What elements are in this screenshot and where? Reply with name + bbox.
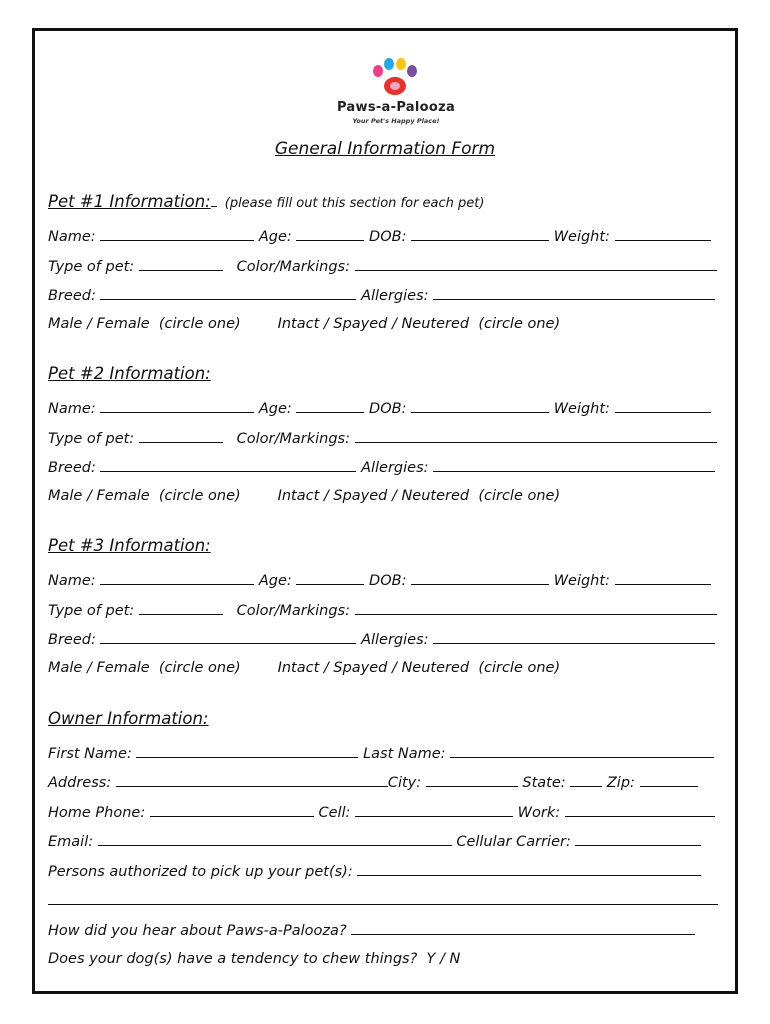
pet1-color-field[interactable] xyxy=(355,256,717,271)
owner-row-phones xyxy=(48,802,715,822)
pet2-heading: Pet #2 Information: xyxy=(48,364,211,383)
pet2-weight-label: Weight: xyxy=(553,401,610,417)
pet1-status-options[interactable]: Intact / Spayed / Neutered xyxy=(277,316,470,332)
pet1-age-field[interactable] xyxy=(296,226,364,241)
pet1-allergies-field[interactable] xyxy=(433,285,715,300)
pet3-row-breed xyxy=(48,629,715,649)
pet1-status-hint: (circle one) xyxy=(478,316,561,332)
owner-row-address xyxy=(48,772,698,792)
pet3-row-name xyxy=(48,570,711,590)
cell-field[interactable] xyxy=(355,802,513,817)
carrier-label: Cellular Carrier: xyxy=(456,834,571,850)
pet1-dob-field[interactable] xyxy=(411,226,549,241)
pet3-breed-label: Breed: xyxy=(48,632,96,648)
pet1-breed-field[interactable] xyxy=(100,285,356,300)
pet2-dob-label: DOB: xyxy=(369,401,407,417)
logo xyxy=(326,56,466,126)
pet1-age-label: Age: xyxy=(258,229,292,245)
pet1-dob-label: DOB: xyxy=(369,229,407,245)
pet1-weight-field[interactable] xyxy=(615,226,711,241)
pet3-weight-label: Weight: xyxy=(553,573,610,589)
authorized-field-line2[interactable] xyxy=(48,890,718,905)
email-field[interactable] xyxy=(98,831,452,846)
pet1-row-name xyxy=(48,226,711,246)
paw-toe-yellow xyxy=(396,58,406,70)
owner-row-authorized xyxy=(48,861,701,881)
pet2-status-options[interactable]: Intact / Spayed / Neutered xyxy=(277,488,470,504)
pet1-sex-hint: (circle one) xyxy=(158,316,241,332)
pet3-sex-hint: (circle one) xyxy=(158,660,241,676)
owner-row-authorized-cont xyxy=(48,890,718,910)
pet2-status-hint: (circle one) xyxy=(478,488,561,504)
hear-about-label: How did you hear about Paws-a-Palooza? xyxy=(48,923,347,939)
city-label: City: xyxy=(387,775,422,791)
pet3-row-sex xyxy=(48,659,560,677)
pet3-name-field[interactable] xyxy=(100,570,254,585)
pet3-row-type xyxy=(48,600,717,620)
pet3-type-label: Type of pet: xyxy=(48,603,135,619)
pet3-breed-field[interactable] xyxy=(100,629,356,644)
pet1-row-type xyxy=(48,256,717,276)
pet2-type-field[interactable] xyxy=(139,428,223,443)
last-name-field[interactable] xyxy=(450,743,714,758)
state-label: State: xyxy=(522,775,566,791)
pet3-sex-options[interactable]: Male / Female xyxy=(48,660,150,676)
carrier-field[interactable] xyxy=(575,831,701,846)
cell-label: Cell: xyxy=(318,805,351,821)
chew-question[interactable]: Does your dog(s) have a tendency to chew things? Y / N xyxy=(48,951,461,967)
zip-label: Zip: xyxy=(606,775,635,791)
pet3-allergies-field[interactable] xyxy=(433,629,715,644)
pet1-allergies-label: Allergies: xyxy=(361,288,429,304)
pet1-color-label: Color/Markings: xyxy=(236,259,350,275)
paw-pad-highlight xyxy=(390,82,400,90)
pet1-row-sex xyxy=(48,315,560,333)
pet3-heading: Pet #3 Information: xyxy=(48,536,211,555)
pet2-row-sex xyxy=(48,487,560,505)
pet2-dob-field[interactable] xyxy=(411,398,549,413)
pet3-name-label: Name: xyxy=(48,573,96,589)
pet1-type-field[interactable] xyxy=(139,256,223,271)
pet1-heading xyxy=(48,192,484,211)
work-field[interactable] xyxy=(565,802,715,817)
work-label: Work: xyxy=(517,805,561,821)
pet2-type-label: Type of pet: xyxy=(48,431,135,447)
authorized-label: Persons authorized to pick up your pet(s): xyxy=(48,864,353,880)
pet1-heading-underline xyxy=(211,192,217,207)
owner-row-names xyxy=(48,743,714,763)
owner-heading: Owner Information: xyxy=(48,709,209,728)
pet3-age-label: Age: xyxy=(258,573,292,589)
pet3-status-options[interactable]: Intact / Spayed / Neutered xyxy=(277,660,470,676)
pet2-weight-field[interactable] xyxy=(615,398,711,413)
pet1-heading-text: Pet #1 Information: xyxy=(48,192,211,211)
address-field[interactable] xyxy=(116,772,388,787)
pet2-breed-field[interactable] xyxy=(100,457,356,472)
city-field[interactable] xyxy=(426,772,518,787)
pet2-name-field[interactable] xyxy=(100,398,254,413)
pet3-dob-label: DOB: xyxy=(369,573,407,589)
address-label: Address: xyxy=(48,775,112,791)
last-name-label: Last Name: xyxy=(363,746,446,762)
home-phone-label: Home Phone: xyxy=(48,805,146,821)
paw-toe-pink xyxy=(373,65,383,77)
pet1-name-label: Name: xyxy=(48,229,96,245)
pet2-age-label: Age: xyxy=(258,401,292,417)
pet2-color-label: Color/Markings: xyxy=(236,431,350,447)
form-title: General Information Form xyxy=(274,139,496,159)
paw-toe-purple xyxy=(407,65,417,77)
pet1-breed-label: Breed: xyxy=(48,288,96,304)
home-phone-field[interactable] xyxy=(150,802,314,817)
pet2-sex-hint: (circle one) xyxy=(158,488,241,504)
pet3-status-hint: (circle one) xyxy=(478,660,561,676)
first-name-field[interactable] xyxy=(136,743,358,758)
zip-field[interactable] xyxy=(640,772,698,787)
owner-row-hear xyxy=(48,920,695,940)
pet2-row-breed xyxy=(48,457,715,477)
pet2-row-type xyxy=(48,428,717,448)
paw-print-icon xyxy=(326,56,466,100)
pet3-age-field[interactable] xyxy=(296,570,364,585)
pet1-weight-label: Weight: xyxy=(553,229,610,245)
pet2-name-label: Name: xyxy=(48,401,96,417)
email-label: Email: xyxy=(48,834,94,850)
pet3-type-field[interactable] xyxy=(139,600,223,615)
pet3-allergies-label: Allergies: xyxy=(361,632,429,648)
owner-row-chew xyxy=(48,950,460,968)
paw-toe-blue xyxy=(384,58,394,70)
pet1-name-field[interactable] xyxy=(100,226,254,241)
brand-tagline: Your Pet's Happy Place! xyxy=(352,117,440,125)
brand-name: Paws-a-Palooza xyxy=(336,100,456,115)
pet1-sex-options[interactable]: Male / Female xyxy=(48,316,150,332)
pet2-allergies-label: Allergies: xyxy=(361,460,429,476)
authorized-field[interactable] xyxy=(357,861,701,876)
pet3-weight-field[interactable] xyxy=(615,570,711,585)
pet1-type-label: Type of pet: xyxy=(48,259,135,275)
owner-row-email xyxy=(48,831,701,851)
pet2-color-field[interactable] xyxy=(355,428,717,443)
pet3-color-field[interactable] xyxy=(355,600,717,615)
pet1-row-breed xyxy=(48,285,715,305)
hear-about-field[interactable] xyxy=(351,920,695,935)
pet3-dob-field[interactable] xyxy=(411,570,549,585)
pet2-age-field[interactable] xyxy=(296,398,364,413)
state-field[interactable] xyxy=(570,772,602,787)
pet2-row-name xyxy=(48,398,711,418)
pet1-note: (please fill out this section for each pet) xyxy=(224,196,485,211)
first-name-label: First Name: xyxy=(48,746,132,762)
pet2-breed-label: Breed: xyxy=(48,460,96,476)
pet2-sex-options[interactable]: Male / Female xyxy=(48,488,150,504)
pet3-color-label: Color/Markings: xyxy=(236,603,350,619)
pet2-allergies-field[interactable] xyxy=(433,457,715,472)
